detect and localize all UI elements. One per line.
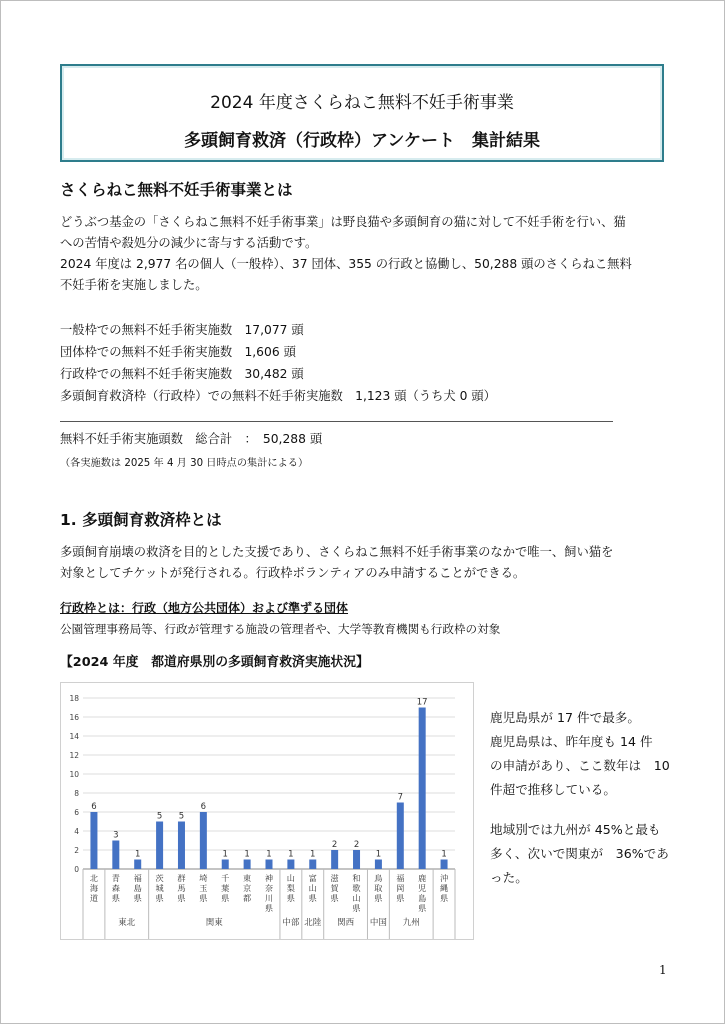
x-tick-label: 鳥取県 (374, 873, 383, 903)
bar (287, 860, 294, 870)
x-tick-label: 群馬県 (177, 873, 186, 903)
stat-group: 団体枠での無料不妊手術実施数 1,606 頭 (60, 345, 296, 359)
side-note-3: の申請があり、ここ数年は 10 (490, 758, 670, 773)
data-label: 1 (288, 849, 294, 860)
data-label: 1 (441, 849, 447, 860)
bar (419, 708, 426, 870)
divider (60, 421, 613, 422)
data-label: 6 (200, 802, 207, 812)
stat-multi-cat-rescue: 多頭飼育救済枠（行政枠）での無料不妊手術実施数 1,123 頭（うち犬 0 頭） (60, 389, 496, 403)
definition-body: 公園管理事務局等、行政が管理する施設の管理者や、大学等教育機関も行政枠の対象 (60, 622, 501, 636)
x-tick-label: 青森県 (111, 873, 120, 903)
section1-heading: 1. 多頭飼育救済枠とは (60, 511, 222, 529)
data-label: 5 (156, 811, 163, 822)
page-number: 1 (659, 963, 667, 977)
x-tick-label: 埼玉県 (199, 873, 208, 903)
data-label: 1 (310, 849, 316, 860)
data-label: 1 (134, 849, 141, 860)
bar (200, 812, 207, 869)
region-label: 北陸 (304, 918, 322, 928)
side-note-1: 鹿児島県が 17 件で最多。 (490, 710, 640, 725)
bar (375, 860, 382, 870)
bar (222, 860, 229, 870)
data-label: 1 (244, 849, 250, 860)
y-tick-label: 6 (74, 808, 79, 817)
bar (134, 860, 141, 870)
data-label: 5 (178, 811, 185, 822)
stat-general: 一般枠での無料不妊手術実施数 17,077 頭 (60, 323, 304, 337)
bar (265, 860, 272, 870)
document-title: 2024 年度さくらねこ無料不妊手術事業 (210, 93, 514, 113)
y-tick-label: 4 (74, 827, 79, 836)
tally-note: （各実施数は 2025 年 4 月 30 日時点の集計による） (60, 458, 309, 469)
data-label: 2 (331, 840, 338, 850)
bar (244, 860, 251, 870)
region-label: 東北 (118, 918, 136, 928)
x-tick-label: 鹿児島県 (418, 873, 427, 913)
region-label: 関東 (205, 918, 223, 928)
bar (331, 850, 338, 869)
intro-paragraph-3: 2024 年度は 2,977 名の個人（一般枠）、37 団体、355 の行政と協働し、50,288 頭のさくらねこ無料 (60, 257, 632, 271)
x-tick-label: 神奈川県 (264, 873, 274, 913)
bar (90, 812, 97, 869)
bar (178, 822, 185, 870)
data-label: 3 (113, 830, 119, 841)
y-tick-label: 10 (69, 770, 79, 779)
data-label: 1 (266, 849, 272, 860)
title-box (60, 64, 664, 162)
y-tick-label: 16 (69, 713, 79, 722)
x-tick-label: 千葉県 (221, 873, 230, 903)
x-tick-label: 和歌山県 (352, 873, 361, 913)
side-note-4: 件超で推移している。 (490, 782, 616, 797)
x-tick-label: 山梨県 (286, 873, 295, 903)
section1-paragraph-2: 対象としてチケットが発行される。行政枠ボランティアのみ申請することができる。 (60, 566, 526, 580)
intro-paragraph-1: どうぶつ基金の「さくらねこ無料不妊手術事業」は野良猫や多頭飼育の猫に対して不妊手術を行い、猫 (60, 215, 626, 229)
x-tick-label: 福岡県 (396, 873, 405, 903)
y-tick-label: 18 (69, 694, 79, 703)
document-subtitle: 多頭飼育救済（行政枠）アンケート 集計結果 (184, 131, 540, 151)
x-tick-label: 茨城県 (155, 873, 164, 903)
region-label: 関西 (337, 918, 355, 928)
bar (441, 860, 448, 870)
side-note-5: 地域別では九州が 45%と最も (490, 822, 661, 837)
data-label: 2 (353, 840, 360, 850)
bar (397, 803, 404, 870)
region-label: 中部 (282, 918, 300, 928)
side-note-6: 多く、次いで関東が 36%であ (490, 846, 669, 861)
side-note-2: 鹿児島県は、昨年度も 14 件 (490, 734, 653, 749)
region-label: 九州 (402, 918, 420, 928)
bar (156, 822, 163, 870)
intro-paragraph-4: 不妊手術を実施しました。 (60, 278, 208, 292)
bar-chart (60, 682, 474, 940)
stat-government: 行政枠での無料不妊手術実施数 30,482 頭 (60, 367, 304, 381)
intro-heading: さくらねこ無料不妊手術事業とは (60, 181, 293, 199)
chart-heading: 【2024 年度 都道府県別の多頭飼育救済実施状況】 (60, 655, 369, 670)
data-label: 17 (416, 697, 428, 708)
x-tick-label: 福島県 (133, 873, 142, 903)
intro-paragraph-2: への苦情や殺処分の減少に寄与する活動です。 (60, 236, 318, 250)
x-tick-label: 東京都 (243, 873, 252, 903)
data-label: 6 (91, 802, 97, 812)
y-tick-label: 14 (69, 732, 79, 741)
total-count: 無料不妊手術実施頭数 総合計 ： 50,288 頭 (60, 432, 323, 446)
bar-chart-svg (61, 683, 475, 941)
x-tick-label: 沖縄県 (439, 873, 449, 903)
data-label: 7 (397, 792, 404, 803)
bar (112, 841, 119, 870)
side-note-7: った。 (490, 870, 528, 885)
bar (309, 860, 316, 870)
x-tick-label: 滋賀県 (330, 873, 339, 903)
y-tick-label: 0 (74, 865, 79, 874)
x-tick-label: 北海道 (89, 873, 99, 903)
y-tick-label: 2 (74, 846, 79, 855)
y-tick-label: 12 (69, 751, 79, 760)
definition-title: 行政枠とは：行政（地方公共団体）および準ずる団体 (60, 601, 349, 615)
section1-paragraph-1: 多頭飼育崩壊の救済を目的とした支援であり、さくらねこ無料不妊手術事業のなかで唯一、飼い猫を (60, 545, 614, 559)
data-label: 1 (375, 849, 382, 860)
data-label: 1 (222, 849, 228, 860)
region-label: 中国 (369, 918, 387, 928)
y-tick-label: 8 (74, 789, 79, 798)
x-tick-label: 富山県 (308, 873, 317, 903)
bar (353, 850, 360, 869)
